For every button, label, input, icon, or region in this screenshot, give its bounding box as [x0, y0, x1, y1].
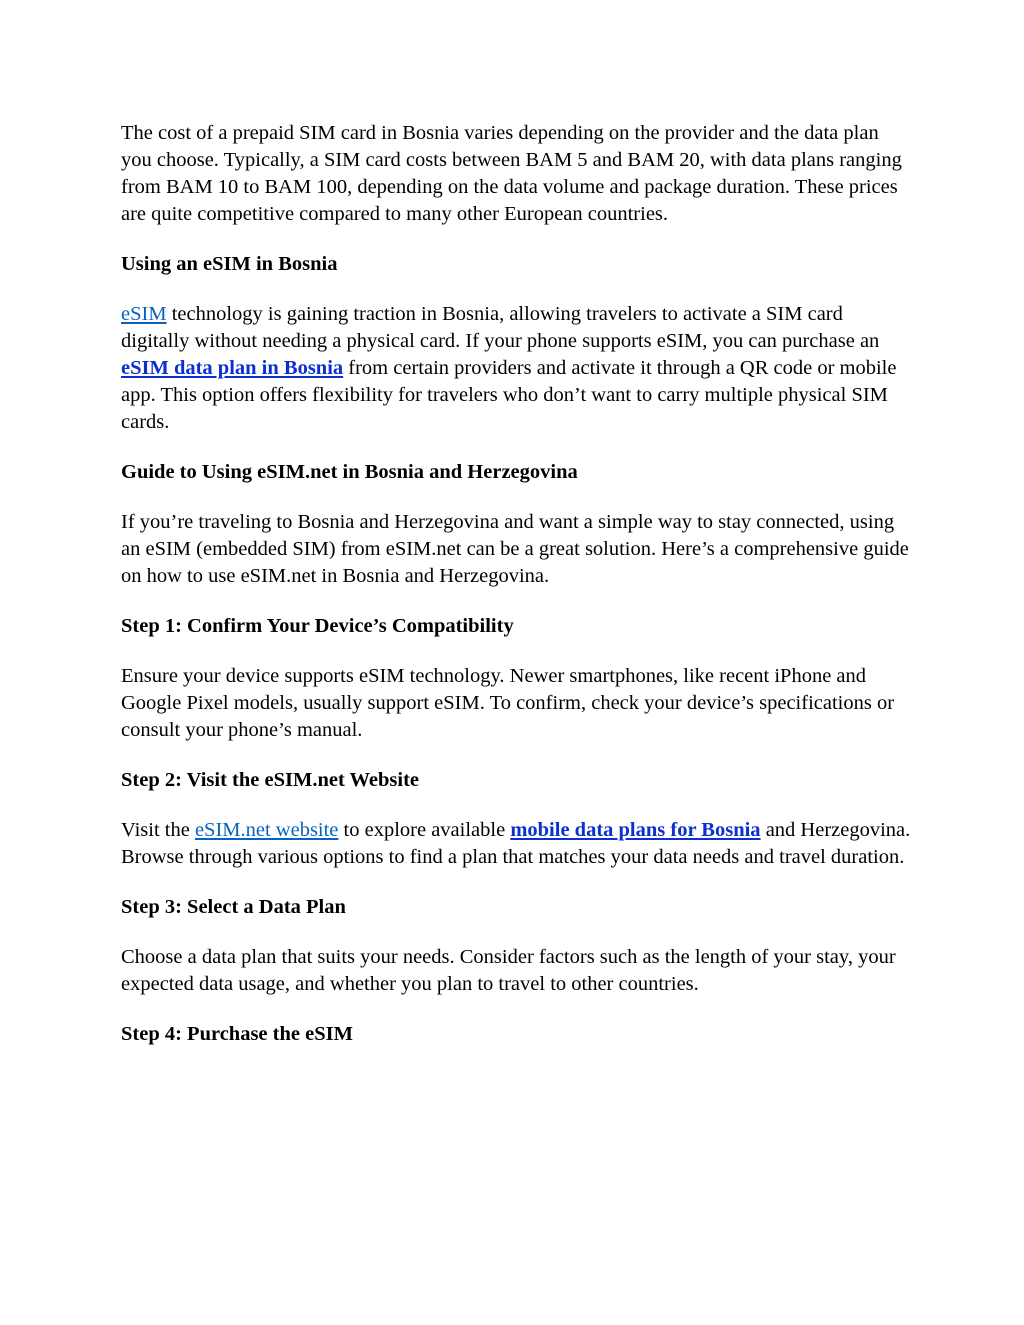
heading-guide: Guide to Using eSIM.net in Bosnia and Herzegovina — [121, 461, 578, 483]
paragraph-sim-cost: The cost of a prepaid SIM card in Bosnia varies depending on the provider and the data plan you choose. Typically, a SIM card costs between BAM 5 and BAM 20, with data plans ranging from BAM 10 to BAM 100, depending on the data volume and package duration. These prices are quite competitive compared to many other European countries. — [121, 122, 902, 225]
paragraph-text: Visit the — [121, 819, 195, 841]
paragraph-step-1: Ensure your device supports eSIM technology. Newer smartphones, like recent iPhone and Google Pixel models, usually support eSIM. To confirm, check your device’s specifications or consult your phone’s manual. — [121, 665, 895, 741]
esim-link[interactable]: eSIM — [121, 303, 167, 325]
paragraph-text: from certain providers and activate it through a QR code or mobile app. This option offers flexibility for travelers who don’t want to carry multiple physical SIM cards. — [121, 357, 897, 433]
paragraph-text: to explore available — [338, 819, 511, 841]
paragraph-guide: If you’re traveling to Bosnia and Herzegovina and want a simple way to stay connected, using an eSIM (embedded SIM) from eSIM.net can be a great solution. Here’s a comprehensive guide on how to use eSIM.net in Bosnia and Herzegovina. — [121, 511, 909, 587]
esim-data-plan-bosnia-link[interactable]: eSIM data plan in Bosnia — [121, 357, 344, 379]
paragraph-text: technology is gaining traction in Bosnia, allowing travelers to activate a SIM card digitally without needing a physical card. If your phone supports eSIM, you can purchase an — [121, 303, 880, 352]
esim-net-website-link[interactable]: eSIM.net website — [194, 819, 339, 841]
paragraph-text: and Herzegovina. Browse through various options to find a plan that matches your data needs and travel duration. — [121, 819, 911, 868]
heading-step-4: Step 4: Purchase the eSIM — [121, 1023, 353, 1045]
heading-step-1: Step 1: Confirm Your Device’s Compatibility — [121, 615, 514, 637]
document-body — [121, 120, 911, 1071]
paragraph-step-3: Choose a data plan that suits your needs. Consider factors such as the length of your stay, your expected data usage, and whether you plan to travel to other countries. — [121, 946, 896, 995]
mobile-data-plans-bosnia-link[interactable]: mobile data plans for Bosnia — [510, 819, 761, 841]
heading-step-2: Step 2: Visit the eSIM.net Website — [121, 769, 420, 791]
paragraph-step-2 — [121, 817, 911, 871]
heading-using-esim: Using an eSIM in Bosnia — [121, 253, 338, 275]
heading-step-3: Step 3: Select a Data Plan — [121, 896, 346, 918]
paragraph-esim-technology — [121, 301, 911, 436]
